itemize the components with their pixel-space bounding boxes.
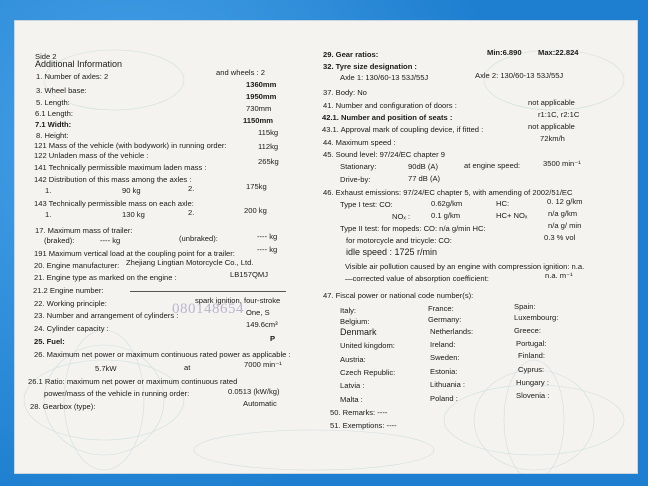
value-seats: r1:1C, r2:1C bbox=[538, 110, 580, 119]
field-length: 5. Length: bbox=[36, 98, 70, 107]
trailer-braked-label: (braked): bbox=[44, 236, 75, 245]
country-france: France: bbox=[428, 304, 454, 313]
value-gearbox: Automatic bbox=[243, 399, 277, 408]
value-doors: not applicable bbox=[528, 98, 575, 107]
field-doors: 41. Number and configuration of doors : bbox=[323, 101, 457, 110]
field-mass-distribution: 142 Distribution of this mass among the axles : bbox=[34, 175, 192, 184]
country-lithuania: Lithuania : bbox=[430, 380, 466, 389]
value-max-power: 5.7kW bbox=[95, 364, 117, 373]
field-exemptions: 51. Exemptions: ---- bbox=[330, 421, 397, 430]
country-poland: Poland : bbox=[430, 394, 458, 403]
trailer-unbraked-label: (unbraked): bbox=[179, 234, 218, 243]
country-finland: Finland: bbox=[518, 351, 546, 360]
serial-stamp: 080148654 bbox=[172, 301, 244, 317]
country-spain: Spain: bbox=[514, 302, 536, 311]
country-estonia: Estonia: bbox=[430, 367, 458, 376]
value-unladen-mass: 112kg bbox=[258, 142, 279, 151]
country-slovenia: Slovenia : bbox=[516, 391, 550, 400]
trailer-braked-value: ---- kg bbox=[100, 236, 121, 245]
value-cylinders: One, S bbox=[246, 308, 270, 317]
value-max-laden-mass: 265kg bbox=[258, 157, 279, 166]
country-netherlands: Netherlands: bbox=[430, 327, 474, 336]
visible-pollution: Visible air pollution caused by an engine with compression ignition: n.a. bbox=[345, 262, 585, 271]
country-luxembourg: Luxembourg: bbox=[514, 313, 559, 322]
field-gear-ratios: 29. Gear ratios: bbox=[323, 50, 379, 59]
value-engine-type: LB157QMJ bbox=[230, 270, 268, 279]
field-power-ratio-cont: power/mass of the vehicle in running order: bbox=[44, 389, 190, 398]
sound-stationary-label: Stationary: bbox=[340, 162, 377, 171]
field-remarks: 50. Remarks: ---- bbox=[330, 408, 388, 417]
field-max-laden-mass: 141 Technically permissible maximum laden mass : bbox=[34, 163, 207, 172]
country-italy: Italy: bbox=[340, 306, 357, 315]
axle2-label: 2. bbox=[188, 208, 195, 217]
field-fuel: 25. Fuel: bbox=[34, 337, 65, 346]
field-height: 8. Height: bbox=[36, 131, 69, 140]
field-engine-number: 21.2 Engine number: bbox=[33, 286, 104, 295]
value-tyre-axle2: Axle 2: 130/60-13 53J/55J bbox=[475, 71, 564, 80]
type2-motorcycle-value: 0.3 % vol bbox=[544, 233, 576, 242]
field-axles: 1. Number of axles: 2 bbox=[36, 72, 109, 81]
field-tyre-size: 32. Tyre size designation : bbox=[323, 62, 417, 71]
field-trailer-mass: 17. Maximum mass of trailer: bbox=[35, 226, 133, 235]
absorption-coefficient-value: n.a. m⁻¹ bbox=[545, 271, 573, 280]
field-power-ratio: 26.1 Ratio: maximum net power or maximum continuous rated bbox=[28, 377, 238, 386]
sound-engine-speed-value: 3500 min⁻¹ bbox=[543, 159, 581, 168]
side-label: Side 2 bbox=[35, 52, 57, 61]
field-cylinders: 23. Number and arrangement of cylinders : bbox=[34, 311, 179, 320]
value-vertical-load: ---- kg bbox=[257, 245, 278, 254]
type1-co-label: Type I test: CO: bbox=[340, 200, 393, 209]
field-engine-type: 21. Engine type as marked on the engine : bbox=[34, 273, 177, 282]
type1-nox-label: NOₓ : bbox=[392, 212, 411, 221]
field-max-power: 26. Maximum net power or maximum continuous rated power as applicable : bbox=[34, 350, 291, 359]
type1-hc-value: 0. 12 g/km bbox=[547, 197, 583, 206]
country-denmark: Denmark bbox=[340, 327, 377, 337]
value-power-ratio: 0.0513 (kW/kg) bbox=[228, 387, 280, 396]
country-belgium: Belgium: bbox=[340, 317, 370, 326]
field-cylinder-capacity: 24. Cylinder capacity : bbox=[34, 324, 109, 333]
field-vertical-load: 191 Maximum vertical load at the coupling point for a trailer: bbox=[34, 249, 235, 258]
type1-hc-label: HC: bbox=[496, 199, 510, 208]
field-coupling: 43.1. Approval mark of coupling device, if fitted : bbox=[322, 125, 484, 134]
dist-axle2-value: 175kg bbox=[246, 182, 267, 191]
field-wheels: and wheels : 2 bbox=[216, 68, 265, 77]
type2-mopeds-hc-value: n/a g/ min bbox=[548, 221, 582, 230]
value-gear-min: Min:6.890 bbox=[487, 48, 522, 57]
field-engine-manufacturer: 20. Engine manufacturer: bbox=[34, 261, 120, 270]
axle1-value: 130 kg bbox=[122, 210, 145, 219]
value-engine-manufacturer: Zhejiang Lingtian Motorcycle Co., Ltd. bbox=[126, 258, 254, 267]
value-width: 1150mm bbox=[243, 116, 273, 125]
value-fuel: P bbox=[270, 334, 276, 343]
country-czech-republic: Czech Republic: bbox=[340, 368, 396, 377]
value-gear-max: Max:22.824 bbox=[538, 48, 579, 57]
type1-hcnox-label: HC+ NOₓ bbox=[496, 211, 528, 220]
field-exhaust: 46. Exhaust emissions: 97/24/EC chapter 5, with amending of 2002/51/EC bbox=[323, 188, 573, 197]
country-greece: Greece: bbox=[514, 326, 542, 335]
sound-stationary-value: 90dB (A) bbox=[408, 162, 438, 171]
country-malta: Malta : bbox=[340, 395, 363, 404]
field-wheel-base: 3. Wheel base: bbox=[36, 86, 87, 95]
field-max-speed: 44. Maximum speed : bbox=[323, 138, 396, 147]
field-sound-level: 45. Sound level: 97/24/EC chapter 9 bbox=[323, 150, 446, 159]
country-portugal: Portugal: bbox=[516, 339, 547, 348]
section-heading: Additional Information bbox=[35, 59, 123, 69]
sound-driveby-value: 77 dB (A) bbox=[408, 174, 441, 183]
field-seats: 42.1. Number and position of seats : bbox=[322, 113, 453, 122]
idle-speed: idle speed : 1725 r/min bbox=[346, 247, 438, 257]
type1-hcnox-value: n/a g/km bbox=[548, 209, 578, 218]
country-cyprus: Cyprus: bbox=[518, 365, 545, 374]
field-mass-each-axle: 143 Technically permissible mass on each axle: bbox=[34, 199, 194, 208]
value-coupling: not applicable bbox=[528, 122, 575, 131]
value-running-mass: 115kg bbox=[258, 128, 279, 137]
field-working-principle: 22. Working principle: bbox=[34, 299, 107, 308]
country-latvia: Latvia : bbox=[340, 381, 365, 390]
field-width: 7.1 Width: bbox=[35, 120, 72, 129]
dist-axle2-label: 2. bbox=[188, 184, 195, 193]
dist-axle1-value: 90 kg bbox=[122, 186, 141, 195]
country-germany: Germany: bbox=[428, 315, 462, 324]
field-length-6-1: 6.1 Length: bbox=[35, 109, 74, 118]
axle1-label: 1. bbox=[45, 210, 52, 219]
value-cylinder-capacity: 149.6cm³ bbox=[246, 320, 278, 329]
field-body: 37. Body: No bbox=[323, 88, 367, 97]
field-gearbox: 28. Gearbox (type): bbox=[30, 402, 96, 411]
type1-co-value: 0.62g/km bbox=[431, 199, 463, 208]
axle2-value: 200 kg bbox=[244, 206, 267, 215]
trailer-unbraked-value: ---- kg bbox=[257, 232, 278, 241]
max-power-at: at bbox=[184, 363, 191, 372]
dist-axle1-label: 1. bbox=[45, 186, 52, 195]
country-hungary: Hungary : bbox=[516, 378, 549, 387]
type2-mopeds: Type II test: for mopeds: CO: n/a g/min HC: bbox=[340, 224, 486, 233]
value-length-6-1: 730mm bbox=[246, 104, 272, 113]
country-united-kingdom: United kingdom: bbox=[340, 341, 395, 350]
value-power-speed: 7000 min⁻¹ bbox=[244, 360, 282, 369]
sound-driveby-label: Drive-by: bbox=[340, 175, 371, 184]
country-austria: Austria: bbox=[340, 355, 366, 364]
country-ireland: Ireland: bbox=[430, 340, 456, 349]
field-running-mass: 121 Mass of the vehicle (with bodywork) in running order: bbox=[34, 141, 227, 150]
country-sweden: Sweden: bbox=[430, 353, 460, 362]
type1-nox-value: 0.1 g/km bbox=[431, 211, 461, 220]
type2-motorcycle: for motorcycle and tricycle: CO: bbox=[346, 236, 452, 245]
field-fiscal-power: 47. Fiscal power or national code number(s): bbox=[323, 291, 474, 300]
value-tyre-axle1: Axle 1: 130/60-13 53J/55J bbox=[340, 73, 429, 82]
value-max-speed: 72km/h bbox=[540, 134, 565, 143]
value-wheel-base: 1360mm bbox=[246, 80, 277, 89]
engine-number-line bbox=[130, 291, 286, 292]
sound-engine-speed-label: at engine speed: bbox=[464, 161, 521, 170]
absorption-coefficient-label: —corrected value of absorption coefficient: bbox=[345, 274, 489, 283]
value-working-principle: spark ignition, four-stroke bbox=[195, 296, 281, 305]
field-unladen-mass: 122 Unladen mass of the vehicle : bbox=[34, 151, 149, 160]
value-length: 1950mm bbox=[246, 92, 277, 101]
